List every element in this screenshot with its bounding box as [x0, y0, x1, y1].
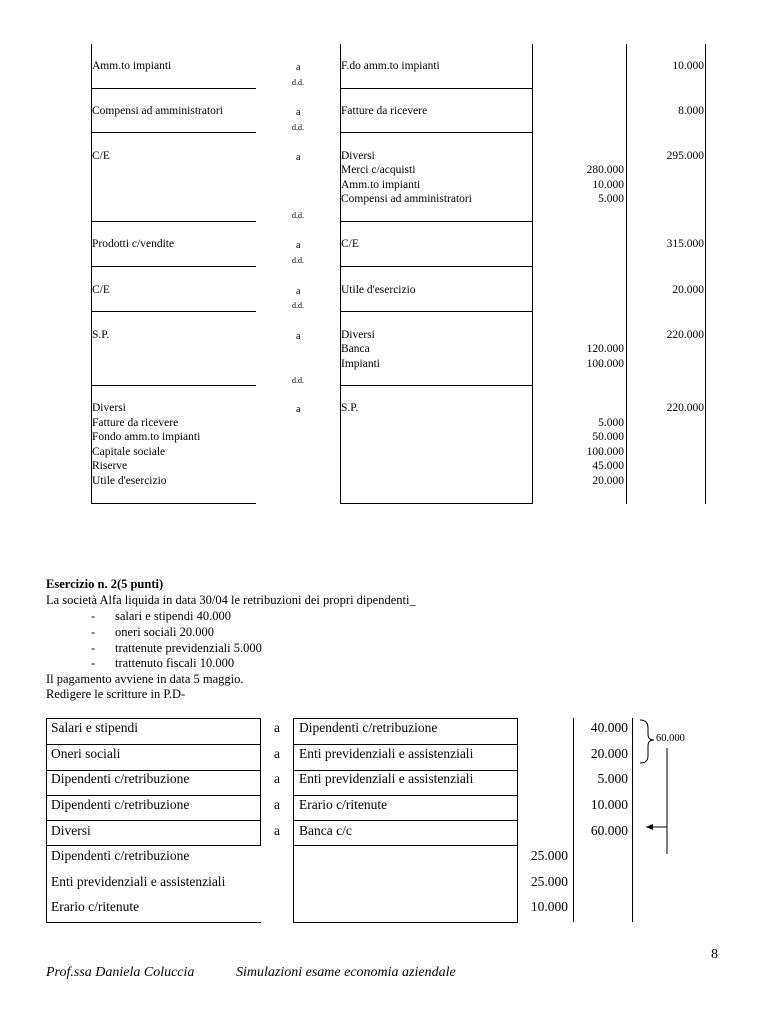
- exercise-intro: La società Alfa liquida in data 30/04 le retribuzioni dei propri dipendenti_: [46, 593, 416, 607]
- journal2-partial-rule: [573, 718, 574, 922]
- bullet-dash: -: [91, 609, 96, 623]
- journal1-total: 220.000: [666, 329, 704, 341]
- journal2-debit: Dipendenti c/retribuzione: [51, 848, 190, 863]
- journal1-total: 295.000: [666, 150, 704, 162]
- exercise-instruction: Redigere le scritture in P.D-: [46, 687, 186, 701]
- journal1-credit: S.P.: [341, 402, 359, 414]
- journal2-a: a: [274, 746, 280, 761]
- journal1-partial-rule: [626, 44, 627, 504]
- journal1-debit-sub-label: Fatture da ricevere: [92, 417, 179, 429]
- journal2-row-separator: [46, 820, 261, 821]
- journal1-total: 8.000: [678, 105, 704, 117]
- journal2-debit: Dipendenti c/retribuzione: [51, 771, 190, 786]
- journal2-total: 60.000: [590, 823, 628, 838]
- journal1-sub-amount: 280.000: [586, 164, 624, 176]
- bullet-item: trattenuto fiscali 10.000: [115, 656, 235, 670]
- journal1-dd-label: d.d.: [292, 256, 304, 265]
- footer-author: Prof.ssa Daniela Coluccia: [46, 965, 195, 980]
- journal1-a-label: a: [296, 240, 301, 251]
- journal2-credit: Dipendenti c/retribuzione: [299, 720, 438, 735]
- journal2-left-rule: [46, 846, 47, 922]
- journal2-bottom-rule: [293, 922, 518, 923]
- journal2-row-separator: [46, 795, 261, 796]
- journal2-total: 40.000: [590, 720, 628, 735]
- journal1-sub-amount: 5.000: [598, 193, 624, 205]
- journal1-sub-label: Compensi ad amministratori: [341, 193, 472, 205]
- journal1-sub-amount: 50.000: [592, 431, 624, 443]
- journal1-dd-label: d.d.: [292, 211, 304, 220]
- journal2-row-separator: [46, 744, 261, 745]
- journal1-total: 220.000: [666, 402, 704, 414]
- journal2-mid-rule: [293, 846, 294, 922]
- journal2-credit: Enti previdenziali e assistenziali: [299, 771, 474, 786]
- journal1-total: 20.000: [672, 284, 704, 296]
- journal1-debit: C/E: [92, 284, 110, 296]
- journal2-row-separator: [293, 795, 518, 796]
- exercise-payment: Il pagamento avviene in data 5 maggio.: [46, 672, 244, 686]
- journal2-credit: Banca c/c: [299, 823, 352, 838]
- journal1-a-label: a: [296, 331, 301, 342]
- bullet-item: oneri sociali 20.000: [115, 625, 214, 639]
- journal1-a-label: a: [296, 152, 301, 163]
- journal1-debit-sub-label: Capitale sociale: [92, 446, 166, 458]
- journal1-dd-label: d.d.: [292, 78, 304, 87]
- journal1-separator: [91, 385, 256, 386]
- journal1-credit: Fatture da ricevere: [341, 105, 428, 117]
- bullet-dash: -: [91, 625, 96, 639]
- journal2-total: 20.000: [590, 746, 628, 761]
- journal2-a: a: [274, 720, 280, 735]
- journal1-sub-amount: 120.000: [586, 343, 624, 355]
- journal1-credit: F.do amm.to impianti: [341, 60, 440, 72]
- journal1-credit: Diversi: [341, 150, 375, 162]
- journal2-debit: Enti previdenziali e assistenziali: [51, 874, 226, 889]
- journal1-separator: [91, 503, 256, 504]
- journal2-total-rule: [632, 718, 633, 922]
- journal1-credit-rule: [532, 44, 533, 504]
- journal1-separator: [91, 88, 256, 89]
- journal1-separator: [340, 221, 532, 222]
- journal1-credit: Utile d'esercizio: [341, 284, 416, 296]
- bullet-dash: -: [91, 656, 96, 670]
- journal2-debit: Oneri sociali: [51, 746, 121, 761]
- journal1-debit: C/E: [92, 150, 110, 162]
- journal2-row-separator: [293, 820, 518, 821]
- page-number: 8: [711, 947, 718, 962]
- journal1-debit: S.P.: [92, 329, 110, 341]
- journal2-debit: Salari e stipendi: [51, 720, 138, 735]
- journal2-a: a: [274, 823, 280, 838]
- journal1-right-rule: [705, 44, 706, 504]
- journal2-credit: Enti previdenziali e assistenziali: [299, 746, 474, 761]
- journal1-debit-sub-label: Riserve: [92, 460, 128, 472]
- journal1-debit: Prodotti c/vendite: [92, 238, 175, 250]
- journal1-sub-label: Impianti: [341, 358, 380, 370]
- journal2-mid-rule: [517, 846, 518, 922]
- journal1-separator: [340, 88, 532, 89]
- journal2-debit: Diversi: [51, 823, 91, 838]
- brace-note: 60.000: [656, 733, 685, 744]
- journal2-debit: Erario c/ritenute: [51, 899, 140, 914]
- journal1-debit: Amm.to impianti: [92, 60, 172, 72]
- journal1-a-label: a: [296, 286, 301, 297]
- bullet-item: salari e stipendi 40.000: [115, 609, 231, 623]
- journal1-sub-label: Banca: [341, 343, 370, 355]
- journal1-sub-label: Merci c/acquisti: [341, 164, 416, 176]
- journal2-a: a: [274, 771, 280, 786]
- journal1-sub-amount: 100.000: [586, 446, 624, 458]
- journal2-partial: 25.000: [530, 874, 568, 889]
- journal2-row-separator: [293, 744, 518, 745]
- journal1-separator: [340, 503, 532, 504]
- journal1-debit-sub-label: Utile d'esercizio: [92, 475, 167, 487]
- bullet-dash: -: [91, 641, 96, 655]
- journal2-partial: 10.000: [530, 899, 568, 914]
- journal2-a: a: [274, 797, 280, 812]
- journal1-dd-label: d.d.: [292, 123, 304, 132]
- journal1-sub-amount: 5.000: [598, 417, 624, 429]
- journal1-separator: [91, 311, 256, 312]
- journal1-dd-label: d.d.: [292, 301, 304, 310]
- bullet-item: trattenute previdenziali 5.000: [115, 641, 262, 655]
- journal1-total: 315.000: [666, 238, 704, 250]
- exercise-title: Esercizio n. 2(5 punti): [46, 577, 164, 591]
- journal2-bottom-rule: [46, 922, 261, 923]
- journal1-separator: [340, 132, 532, 133]
- journal1-dd-label: d.d.: [292, 376, 304, 385]
- journal1-separator: [91, 132, 256, 133]
- journal1-separator: [340, 266, 532, 267]
- journal1-separator: [340, 311, 532, 312]
- journal1-sub-amount: 10.000: [592, 179, 624, 191]
- journal1-separator: [340, 385, 532, 386]
- journal1-debit: Diversi: [92, 402, 126, 414]
- journal1-sub-amount: 45.000: [592, 460, 624, 472]
- journal1-total: 10.000: [672, 60, 704, 72]
- journal1-a-label: a: [296, 62, 301, 73]
- journal1-debit-sub-label: Fondo amm.to impianti: [92, 431, 201, 443]
- footer-subject: Simulazioni esame economia aziendale: [236, 965, 456, 980]
- journal1-a-label: a: [296, 107, 301, 118]
- journal1-sub-amount: 20.000: [592, 475, 624, 487]
- journal1-credit: Diversi: [341, 329, 375, 341]
- journal2-debit: Dipendenti c/retribuzione: [51, 797, 190, 812]
- journal1-separator: [91, 221, 256, 222]
- journal2-total: 5.000: [597, 771, 628, 786]
- journal2-credit: Erario c/ritenute: [299, 797, 388, 812]
- journal2-total: 10.000: [590, 797, 628, 812]
- journal1-debit: Compensi ad amministratori: [92, 105, 223, 117]
- journal1-sub-label: Amm.to impianti: [341, 179, 421, 191]
- journal1-separator: [91, 266, 256, 267]
- journal1-sub-amount: 100.000: [586, 358, 624, 370]
- journal1-a-label: a: [296, 404, 301, 415]
- journal1-credit: C/E: [341, 238, 359, 250]
- journal2-partial: 25.000: [530, 848, 568, 863]
